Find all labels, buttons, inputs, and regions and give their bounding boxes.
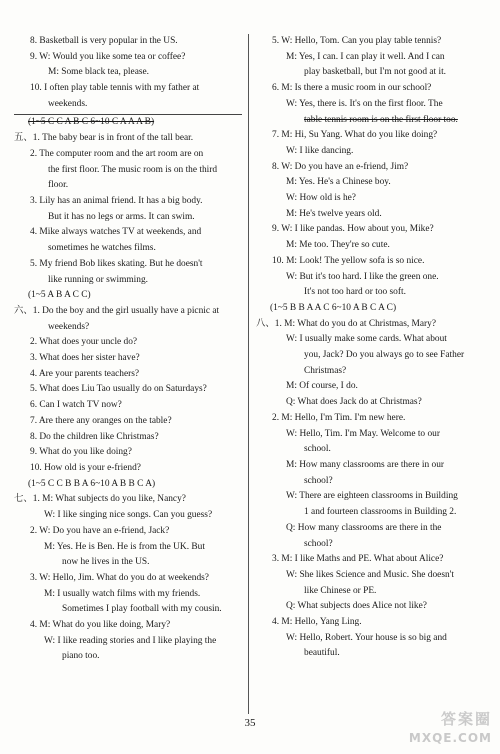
- right-text-line: Q: What subjects does Alice not like?: [286, 601, 427, 612]
- right-text-line: (1~5 B B A A C 6~10 A B C A C): [270, 302, 397, 313]
- right-text-line: 6. M: Is there a music room in our school?: [272, 83, 432, 94]
- right-text-line: Q: What does Jack do at Christmas?: [286, 397, 422, 408]
- right-text-line: W: I like dancing.: [286, 145, 354, 156]
- watermark-line-2: MXQE.COM: [408, 731, 492, 745]
- left-text-line: W: I like singing nice songs. Can you guess?: [44, 510, 213, 521]
- right-text-line: 7. M: Hi, Su Yang. What do you like doing?: [272, 130, 438, 141]
- right-text-line: 9. W: I like pandas. How about you, Mike?: [272, 224, 434, 235]
- right-text-line: 1 and fourteen classrooms in Building 2.: [304, 507, 457, 518]
- right-text-line: 5. W: Hello, Tom. Can you play table tennis?: [272, 36, 442, 46]
- left-text-line: 10. How old is your e-friend?: [30, 462, 141, 473]
- left-text-line: 4. Mike always watches TV at weekends, and: [30, 227, 202, 238]
- right-text-line: W: But it's too hard. I like the green one.: [286, 271, 439, 282]
- right-text-line: M: How many classrooms are there in our: [286, 459, 445, 470]
- right-text-line: like Chinese or PE.: [304, 585, 377, 596]
- right-text-line: W: Yes, there is. It's on the first floor. The: [286, 98, 443, 109]
- left-text-line: 六、1. Do the boy and the girl usually have a picnic at: [14, 305, 220, 316]
- left-text-line: 9. W: Would you like some tea or coffee?: [30, 51, 186, 62]
- page-number: 35: [244, 717, 256, 729]
- left-text-line: (1~5 A B A C C): [28, 290, 91, 301]
- right-text-line: W: I usually make some cards. What about: [286, 334, 447, 345]
- left-text-line: 5. My friend Bob likes skating. But he doesn't: [30, 258, 203, 269]
- right-text-line: play basketball, but I'm not good at it.: [304, 67, 447, 78]
- right-text-line: W: Hello, Robert. Your house is so big and: [286, 632, 447, 643]
- right-text-line: M: He's twelve years old.: [286, 208, 382, 219]
- left-text-line: weekends.: [48, 98, 88, 109]
- left-text-line: 2. What does your uncle do?: [30, 337, 138, 348]
- left-text-line: 2. W: Do you have an e-friend, Jack?: [30, 525, 170, 536]
- right-text-line: 3. M: I like Maths and PE. What about Alice?: [272, 554, 444, 565]
- right-text-line: W: Hello, Tim. I'm May. Welcome to our: [286, 428, 440, 439]
- right-text-line: 2. M: Hello, I'm Tim. I'm new here.: [272, 412, 406, 423]
- left-text-line: 9. What do you like doing?: [30, 447, 132, 458]
- right-text-line: 八、1. M: What do you do at Christmas, Mary?: [256, 318, 437, 329]
- right-text-line: M: Yes. He's a Chinese boy.: [286, 177, 391, 188]
- right-text-line: school?: [304, 538, 333, 549]
- left-text-line: weekends?: [48, 321, 90, 332]
- watermark-logo: [404, 712, 494, 748]
- watermark-line-1: 答案圈: [440, 710, 492, 728]
- left-text-line: sometimes he watches films.: [48, 243, 156, 254]
- right-text-line: W: How old is he?: [286, 193, 356, 204]
- left-column: [14, 34, 242, 665]
- left-text-line: 4. Are your parents teachers?: [30, 368, 140, 379]
- left-text-line: (1~5 C C B B A 6~10 A B B C A): [28, 478, 156, 489]
- left-text-line: 6. Can I watch TV now?: [30, 400, 122, 411]
- left-text-line: 7. Are there any oranges on the table?: [30, 415, 172, 426]
- left-text-line: piano too.: [62, 651, 100, 662]
- right-text-line: beautiful.: [304, 648, 340, 659]
- left-text-line: 4. M: What do you like doing, Mary?: [30, 620, 171, 631]
- left-text-line: 3. W: Hello, Jim. What do you do at weekends?: [30, 572, 209, 583]
- right-text-line: 4. M: Hello, Yang Ling.: [272, 617, 362, 628]
- right-text-line: W: She likes Science and Music. She doesn't: [286, 569, 454, 580]
- right-text-line: M: Me too. They're so cute.: [286, 240, 390, 251]
- left-text-line: 3. What does her sister have?: [30, 353, 140, 364]
- right-text-line: M: Of course, I do.: [286, 381, 358, 392]
- left-text-line: the first floor. The music room is on the third: [48, 164, 218, 175]
- right-text-line: table tennis room is on the first floor too.: [304, 114, 458, 125]
- left-text-line: floor.: [48, 180, 69, 191]
- right-text-line: W: There are eighteen classrooms in Building: [286, 491, 458, 502]
- left-text-line: 七、1. M: What subjects do you like, Nancy?: [14, 494, 186, 505]
- left-text-line: But it has no legs or arms. It can swim.: [48, 211, 195, 222]
- right-column: [256, 34, 488, 662]
- right-text-line: you, Jack? Do you always go to see Father: [304, 350, 465, 361]
- left-text-line: 8. Basketball is very popular in the US.: [30, 36, 178, 46]
- left-text-line: 8. Do the children like Christmas?: [30, 431, 159, 442]
- left-text-line: 五、1. The baby bear is in front of the tall bear.: [14, 133, 194, 144]
- column-divider: [248, 34, 249, 714]
- left-text-line: M: Yes. He is Ben. He is from the UK. But: [44, 541, 205, 552]
- left-text-line: M: I usually watch films with my friends.: [44, 588, 201, 599]
- right-text-line: school?: [304, 475, 333, 486]
- left-text-line: 2. The computer room and the art room are on: [30, 148, 204, 159]
- left-text-line: M: Some black tea, please.: [48, 67, 150, 78]
- left-text-line: Sometimes I play football with my cousin.: [62, 604, 222, 615]
- left-text-line: like running or swimming.: [48, 274, 148, 285]
- right-text-line: school.: [304, 444, 331, 455]
- right-text-line: Q: How many classrooms are there in the: [286, 522, 442, 533]
- left-text-line: now he lives in the US.: [62, 557, 150, 568]
- right-text-line: 8. W: Do you have an e-friend, Jim?: [272, 161, 409, 172]
- right-text-line: M: Yes, I can. I can play it well. And I can: [286, 51, 445, 62]
- right-text-line: It's not too hard or too soft.: [304, 287, 406, 298]
- left-text-line: 3. Lily has an animal friend. It has a big body.: [30, 196, 203, 207]
- left-text-line: 5. What does Liu Tao usually do on Saturdays?: [30, 384, 207, 395]
- right-text-line: Christmas?: [304, 365, 347, 376]
- left-text-line: (1~5 C C A B C 6~10 C A A A B): [14, 114, 242, 131]
- left-text-line: W: I like reading stories and I like playing the: [44, 635, 217, 646]
- right-text-line: 10. M: Look! The yellow sofa is so nice.: [272, 255, 425, 266]
- left-text-line: 10. I often play table tennis with my father at: [30, 83, 200, 94]
